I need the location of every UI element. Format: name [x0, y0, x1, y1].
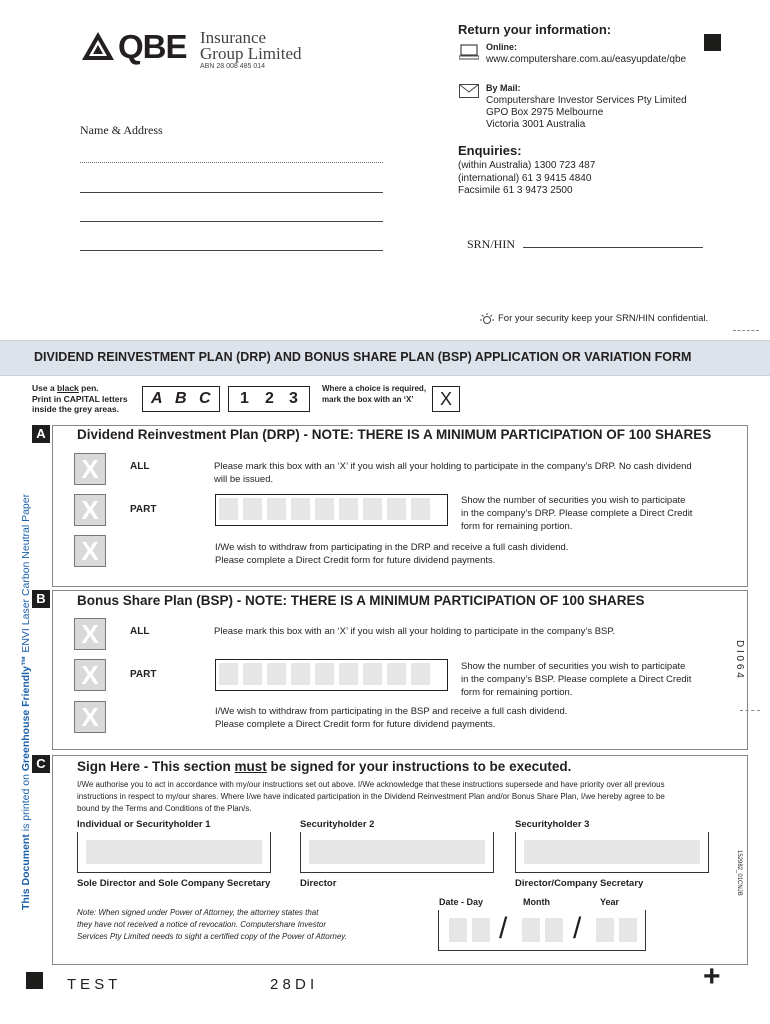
drp-all-text-1: Please mark this box with an ‘X’ if you wish all your holding to participate in the company’s DRP. No cash dividend [214, 461, 692, 472]
bsp-part-text-2: in the company’s BSP. Please complete a Direct Credit [461, 674, 692, 685]
choice-instruction-2: mark the box with an ‘X’ [322, 395, 414, 404]
section-c-title-post: be signed for your instructions to be executed. [266, 759, 572, 774]
security-icon [479, 313, 495, 325]
drp-part-text-3: form for remaining portion. [461, 521, 573, 532]
section-c-title [77, 759, 571, 774]
sample-digit-2: 2 [265, 390, 274, 407]
address-line-2[interactable] [80, 192, 383, 193]
bsp-all-label: ALL [130, 626, 150, 637]
section-c-letter: C [32, 755, 50, 773]
holder3-signature-box[interactable] [515, 832, 709, 873]
sample-digit-3: 3 [289, 390, 298, 407]
company-line2: Group Limited [200, 44, 302, 63]
drp-part-label: PART [130, 504, 157, 515]
holder2-label: Securityholder 2 [300, 819, 375, 830]
holder1-signature-box[interactable] [77, 832, 271, 873]
drp-all-text-2: will be issued. [214, 474, 274, 485]
holder3-label: Securityholder 3 [515, 819, 590, 830]
holder2-signature-box[interactable] [300, 832, 494, 873]
qbe-logo [80, 30, 310, 70]
bsp-withdraw-text-2: Please complete a Direct Credit form for future dividend payments. [215, 719, 496, 730]
footer-marker [26, 972, 43, 989]
bsp-withdraw-checkbox[interactable]: X [74, 701, 106, 733]
sample-digits-box [228, 386, 310, 412]
mail-label: By Mail: [486, 83, 521, 93]
sample-x-box [432, 386, 460, 412]
mail-line2: GPO Box 2975 Melbourne [486, 107, 604, 118]
section-a-letter: A [32, 425, 50, 443]
side-code: D I 0 6 4 [734, 640, 745, 678]
corner-marker [704, 34, 721, 51]
company-line1: Insurance [200, 28, 267, 47]
return-title: Return your information: [458, 22, 612, 37]
date-day-label: Date - Day [439, 897, 484, 907]
srn-line[interactable] [523, 247, 703, 248]
role3-label: Director/Company Secretary [515, 878, 644, 889]
drp-withdraw-text-1: I/We wish to withdraw from participating in the DRP and receive a full cash dividend. [215, 542, 569, 553]
auth-line-1: I/We authorise you to act in accordance with my/our instructions set out above. I/We acknowledge that these instructions supersede and have priority over all previous [77, 780, 665, 789]
auth-line-2: instructions in respect to my/our shares. Where I/we have indicated participation in the Dividend Reinvestment Plan and/or Bonus Share Plan, I/we hereby agree to be [77, 792, 665, 801]
sample-letter-c: C [199, 390, 211, 407]
dash-mark-top [733, 330, 759, 331]
address-line-3[interactable] [80, 221, 383, 222]
bsp-all-text-1: Please mark this box with an ‘X’ if you wish all your holding to participate in the company’s BSP. [214, 626, 616, 637]
footer-code: 2 8 D I [270, 976, 315, 993]
pen-instruction-3: inside the grey areas. [32, 404, 119, 414]
bsp-part-text-3: form for remaining portion. [461, 687, 573, 698]
logo-text: QBE [118, 28, 187, 65]
sample-letter-a: A [151, 390, 163, 407]
address-line-4[interactable] [80, 250, 383, 251]
side-mid: is printed on [20, 771, 32, 835]
section-b-title: Bonus Share Plan (BSP) - NOTE: THERE IS A MINIMUM PARTICIPATION OF 100 SHARES [77, 593, 645, 608]
side-post: ENVI Laser Carbon Neutral Paper [20, 493, 32, 656]
role2-label: Director [300, 878, 337, 889]
drp-part-text-1: Show the number of securities you wish to participate [461, 495, 686, 506]
online-label: Online: [486, 42, 517, 52]
drp-all-label: ALL [130, 461, 150, 472]
bsp-part-label: PART [130, 669, 157, 680]
enquiries-line1: (within Australia) 1300 723 487 [458, 160, 596, 171]
drp-part-text-2: in the company’s DRP. Please complete a Direct Credit [461, 508, 693, 519]
sample-letters-box [142, 386, 220, 412]
drp-all-checkbox[interactable]: X [74, 453, 106, 485]
bsp-part-checkbox[interactable]: X [74, 659, 106, 691]
online-url[interactable]: www.computershare.com.au/easyupdate/qbe [486, 54, 687, 65]
footer-plus: + [703, 960, 721, 993]
sample-letter-b: B [175, 390, 187, 407]
abn-text: ABN 28 008 485 014 [200, 63, 265, 70]
mail-line1: Computershare Investor Services Pty Limited [486, 95, 687, 106]
enquiries-line3: Facsimile 61 3 9473 2500 [458, 185, 573, 196]
side-brand: Greenhouse Friendly™ [20, 655, 32, 772]
auth-line-3: bound by the Terms and Conditions of the Plan/s. [77, 804, 252, 813]
dash-mark-mid [740, 710, 760, 711]
date-month-label: Month [523, 897, 550, 907]
bsp-part-text-1: Show the number of securities you wish to participate [461, 661, 686, 672]
poa-note-2: they have not received a notice of revocation. Computershare Investor [77, 920, 327, 929]
section-b-letter: B [32, 590, 50, 608]
form-title: DIVIDEND REINVESTMENT PLAN (DRP) AND BONUS SHARE PLAN (BSP) APPLICATION OR VARIATION FORM [34, 350, 692, 364]
qbe-emblem-icon [80, 30, 116, 62]
drp-part-checkbox[interactable]: X [74, 494, 106, 526]
side-small-code: 152982_01CNJB [736, 850, 742, 896]
section-c-title-pre: Sign Here - This section [77, 759, 235, 774]
pen-instruction-2: Print in CAPITAL letters [32, 394, 128, 404]
bsp-withdraw-text-1: I/We wish to withdraw from participating in the BSP and receive a full cash dividend. [215, 706, 568, 717]
enquiries-line2: (international) 61 3 9415 4840 [458, 173, 592, 184]
date-year-label: Year [600, 897, 620, 907]
enquiries-title: Enquiries: [458, 143, 522, 158]
side-paper-note [20, 494, 32, 910]
mail-icon [459, 84, 479, 98]
security-note: For your security keep your SRN/HIN confidential. [498, 313, 709, 324]
side-pre: This Document [20, 834, 32, 910]
drp-part-quantity-field[interactable] [215, 494, 448, 526]
drp-withdraw-checkbox[interactable]: X [74, 535, 106, 567]
name-address-label: Name & Address [80, 123, 163, 137]
date-field[interactable]: / / [438, 910, 646, 951]
poa-note-1: Note: When signed under Power of Attorney, the attorney states that [77, 908, 319, 917]
poa-note-3: Services Pty Limited needs to sight a certified copy of the Power of Attorney. [77, 932, 347, 941]
sample-digit-1: 1 [240, 390, 249, 407]
drp-withdraw-text-2: Please complete a Direct Credit form for future dividend payments. [215, 555, 496, 566]
srn-label: SRN/HIN [467, 237, 516, 251]
bsp-all-checkbox[interactable]: X [74, 618, 106, 650]
bsp-part-quantity-field[interactable] [215, 659, 448, 691]
role1-label: Sole Director and Sole Company Secretary [77, 878, 271, 889]
address-line-1[interactable] [80, 162, 383, 163]
mail-line3: Victoria 3001 Australia [486, 119, 586, 130]
choice-instruction-1: Where a choice is required, [322, 384, 427, 393]
pen-instruction-1: Use a black pen. [32, 383, 99, 393]
computer-icon [459, 44, 479, 60]
holder1-label: Individual or Securityholder 1 [77, 819, 211, 830]
sample-x-mark: X [439, 389, 452, 409]
section-a-title: Dividend Reinvestment Plan (DRP) - NOTE: THERE IS A MINIMUM PARTICIPATION OF 100 SHARES [77, 427, 712, 442]
section-c-title-must: must [234, 759, 267, 774]
footer-test: T E S T [67, 976, 118, 993]
